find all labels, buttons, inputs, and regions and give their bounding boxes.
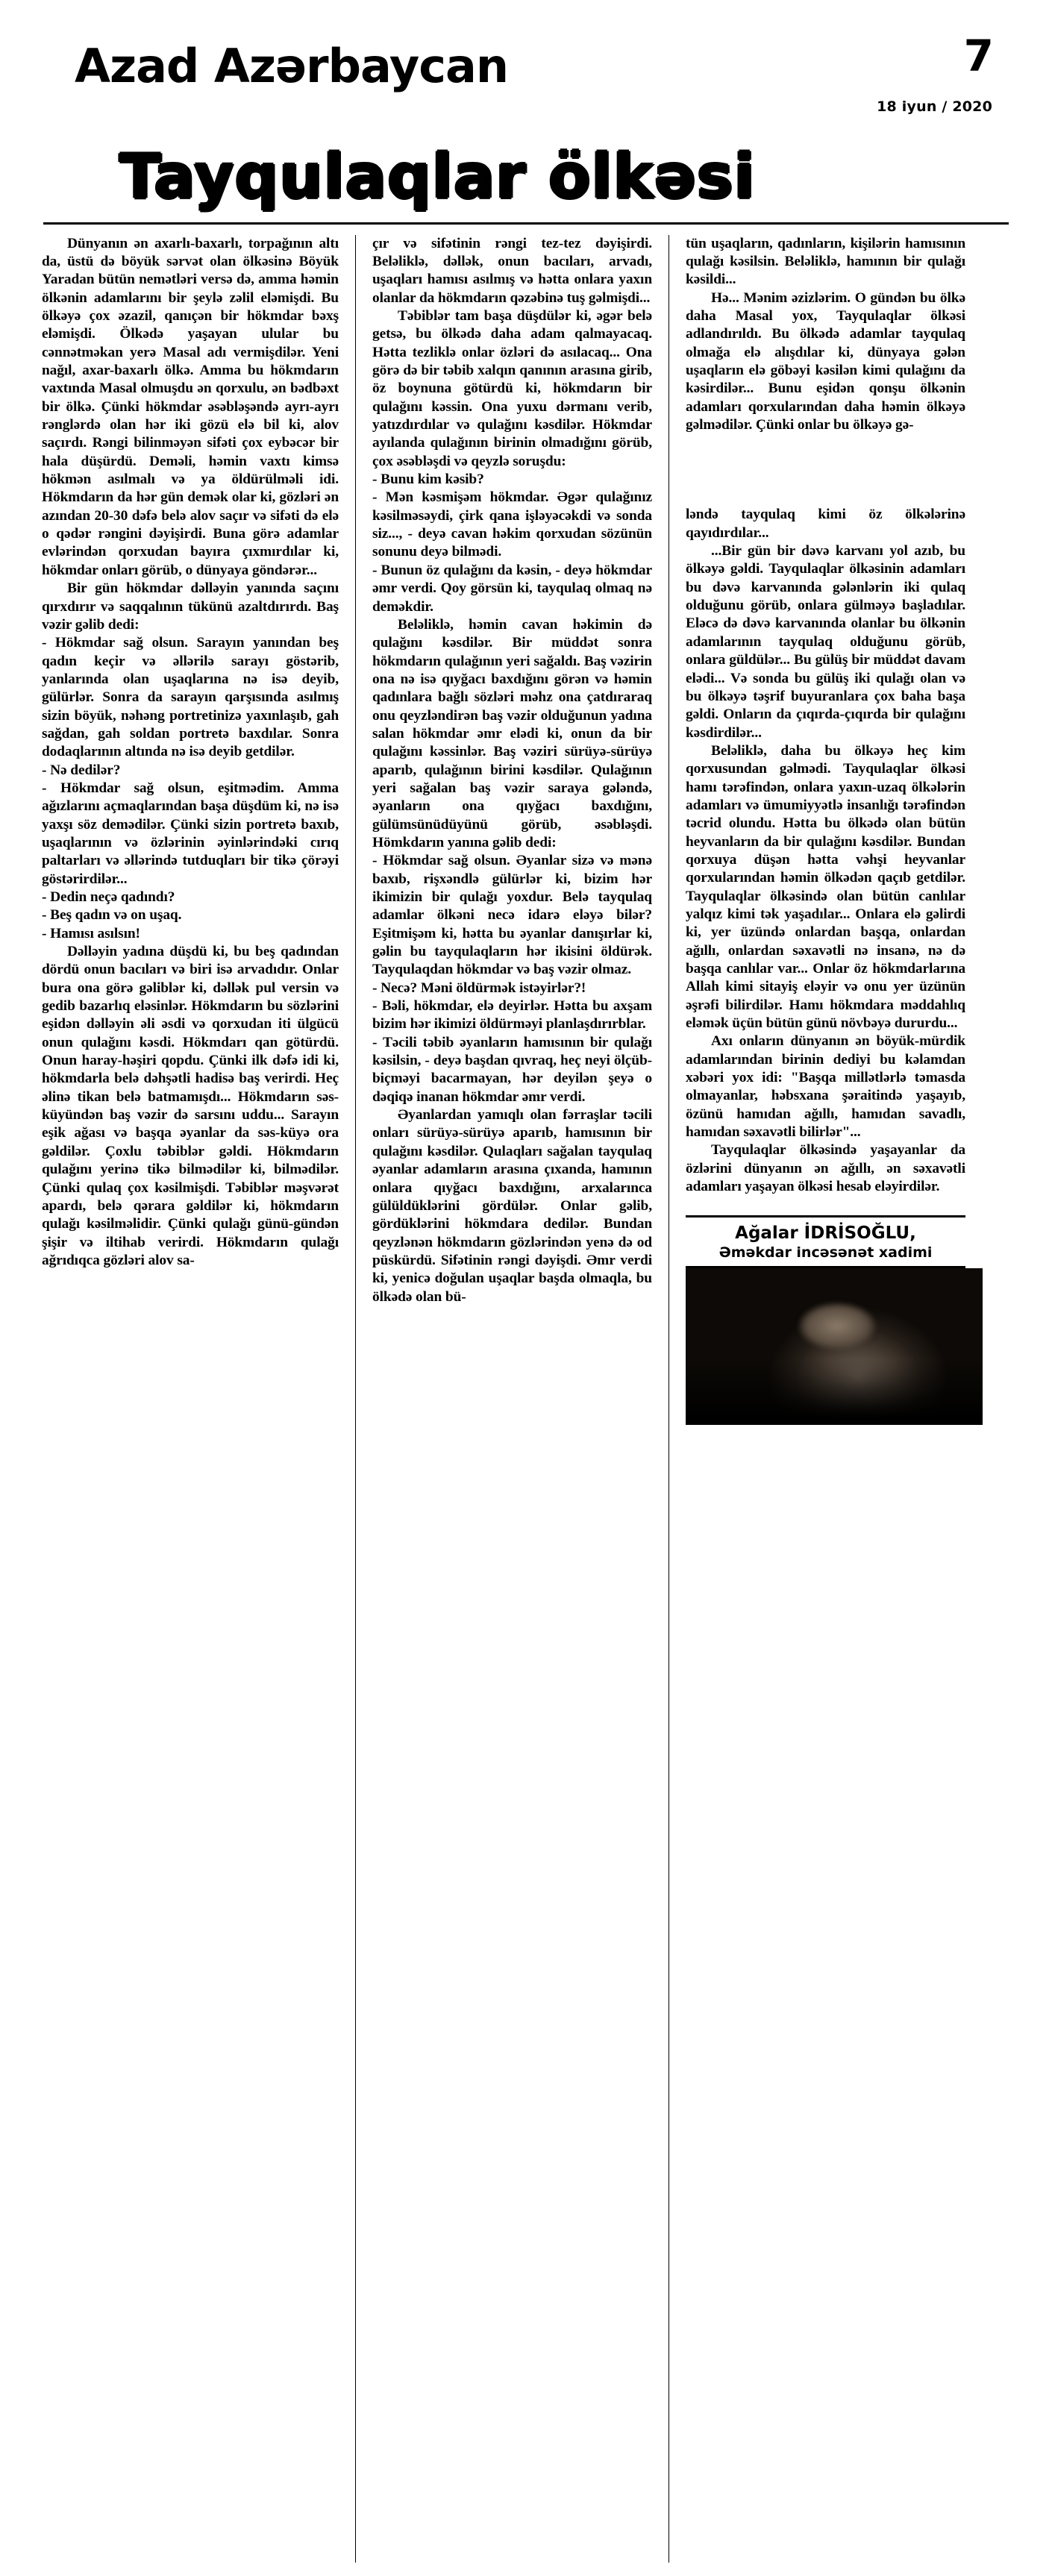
headline-wrap xyxy=(0,142,1052,213)
paragraph: - Beş qadın və on uşaq. xyxy=(42,907,182,924)
newspaper-title: Azad Azərbaycan xyxy=(75,39,509,93)
masthead xyxy=(0,0,1052,142)
paragraph: Təbiblər tam başa düşdülər ki, əgər belə getsə, bu ölkədə daha adam qalmayacaq. Hətta tezliklə onlar özləri də asılacaq... Ona görə də bir təbib xalqın qanının arasına girib, öz boynuna götürdü ki, hökmdarın bir qulağını kəssin. Ona yuxu dərmanı verib, yatızdırdılar və qulağını kəsdilər. Hökmdar ayılanda qulağının birinin olmadığını görüb, çox əsəbləşdi və qeyzlə soruşdu: xyxy=(372,308,652,469)
column-3 xyxy=(669,235,965,2563)
paragraph: - Mən kəsmişəm hökmdar. Əgər qulağınız kəsilməsəydi, çirk qana işləyəcəkdi və sonda siz..., - deyə cavan həkim qorxudan sözünün sonunu deyə bilmədi. xyxy=(372,489,652,560)
paragraph: çır və sifətinin rəngi tez-tez dəyişirdi. Beləliklə, dəllək, onun bacıları, arvadı, uşaqları hamısı asılmış və hətta onlara yaxın olanlar da hökmdarın qəzəbinə tuş gəlmişdi... xyxy=(372,235,652,306)
paragraph: Beləliklə, daha bu ölkəyə heç kim qorxusundan gəlmədi. Tayqulaqlar ölkəsi hamı tərəfindən, onlara yaxın-uzaq ölkələrin adamları və ümumiyyətlə insanlığı tərəfindən təcrid olundu. Hətta bu ölkədə olan bütün heyvanların da bir qulağını kəsdilər. Bundan qorxuya düşən hətta vəhşi heyvanlar qorxularından həmin ölkədən qaçıb getdilər. Tayqulaqlar ölkəsində olan bütün canlılar yalqız kimi tək yaşadılar... Onlara elə gəlirdi ki, yer üzündə onlardan başqa, onlardan ağıllı, onlardan səxavətli nə insanə, nə də başqa canlılar var... Onlar öz hökmdarlarına Allah kimi sitayiş eləyir və onu yer üzünün əşrəfi bilirdilər. Hamı hökmdara məddahlıq eləmək üçün bütün günü növbəyə dururdu... xyxy=(686,742,965,1032)
article-headline: Tayqulaqlar ölkəsi xyxy=(119,142,756,213)
paragraph: - Hökmdar sağ olsun. Sarayın yanından beş qadın keçir və əllərilə sarayı göstərib, yanlarında olan uşaqlarına nə isə deyib, gülürlər. Sonra da sarayın qarşısında asılmış sizin böyük, nəhəng portretinizə yaxınlaşıb, gah sağdan, gah soldan portretə baxdılar. Sonra dodaqlarının altında nə isə deyib getdilər. xyxy=(42,635,339,760)
author-name: Ağalar İDRİSOĞLU, xyxy=(735,1223,916,1244)
paragraph: - Hamısı asılsın! xyxy=(42,925,140,941)
paragraph: Dəlləyin yadına düşdü ki, bu beş qadından dördü onun bacıları və biri isə arvadıdır. Onlar bura ona görə gəliblər ki, dəllək pul versin və gedib bazarlıq eləsinlər. Hökmdarın bu sözlərini eşidən dəlləyin əli əsdi və qorxudan iti ülgücü onun qulağını kəsdi. Hökmdarı qan götürdü. Onun haray-həşiri qopdu. Çünki ilk dəfə idi ki, hökmdarla belə dəhşətli hadisə baş verirdi. Heç əlinə tikan belə batmamışdı... Hökmdarın səs-küyündən baş vəzir də sarsını uddu... Sarayın eşik ağası və başqa əyanlar da səs-küyə ora gəldilər. Çoxlu təbiblər gəldi. Hökmdarın qulağını yerinə tikə bilmədilər ki, bilmədilər. Çünki qulaq çox kəsilmişdi. Təbiblər məşvərət apardı, belə qərara gəldilər ki, hökmdarın qulağı kəsilməlidir. Çünki qulağı günü-gündən şişir və iltihab verirdi. Hökmdarın qulağı ağrıdıqca gözləri alov sa- xyxy=(42,944,339,1268)
paragraph: Hə... Mənim əzizlərim. O gündən bu ölkə daha Masal yox, Tayqulaqlar ölkəsi adlandırıldı. Bu ölkədə adamlar tayqulaq olmağa elə alışdılar ki, dünyaya gələn uşaqların elə göbəyi kəsilən kimi qulağını da kəsirdilər... Bunu eşidən qonşu ölkənin adamları qorxularından daha həmin ölkəyə gəlmədilər. Çünki onlar bu ölkəyə gə- xyxy=(686,289,965,433)
paragraph: - Hökmdar sağ olsun, eşitmədim. Amma ağızlarını açmaqlarından başa düşdüm ki, nə isə yaxşı söz demədilər. Çünki sizin portretə baxıb, uşaqlarının və özlərinin əyinlərindəki cırıq paltarları və əllərində tutduqları bir tikə çörəyi göstərirdilər... xyxy=(42,780,339,887)
paragraph: ...Bir gün bir dəvə karvanı yol azıb, bu ölkəyə gəldi. Tayqulaqlar ölkəsinin adamları bu dəvə karvanında gələnlərin iki qulaq olduğunu görüb, onlara gülməyə başladılar. Eləcə də dəvə karvanında olanlar bu ölkənin adamlarının tayqulaq olduğunu görüb, onlara güldülər... Bu gülüş bir müddət davam elədi... Və sonda bu gülüş iki qulağı olan və bu ölkəyə təşrif buyuranlara çox baha başa gəldi. Onların da çıqırda-çıqırda bir qulağını kəsdirdilər... xyxy=(686,543,965,741)
paragraph: - Dedin neçə qadındı? xyxy=(42,889,175,905)
column-2 xyxy=(355,235,652,2563)
column-1 xyxy=(42,235,339,2563)
column-gap xyxy=(686,434,965,506)
paragraph: Əyanlardan yamıqlı olan fərraşlar təcili onları sürüyə-sürüyə aparıb, hamısının bir qulağını kəsdilər. Qulaqları sağalan tayqulaq əyanlar adamların arasına çıxanda, hamının onlara qıyğacı baxdığını, arxalarınca gülüldüklərini gördülər. Onlar gəlib, gördüklərini hökmdara dedilər. Bundan qeyzlənən hökmdarın gözlərindən yenə də od püskürdü. Sifətinin rəngi dəyişdi. Əmr verdi ki, yenicə doğulan uşaqlar başda olmaqla, bu ölkədə olan bü- xyxy=(372,1107,652,1305)
paragraph: Bir gün hökmdar dəlləyin yanında saçını qırxdırır və saqqalının tükünü azaltdırırdı. Baş vəzir gəlib dedi: xyxy=(42,580,339,633)
paragraph: tün uşaqların, qadınların, kişilərin hamısının qulağı kəsilsin. Beləliklə, hamının bir qulağı kəsildi... xyxy=(686,235,965,288)
paragraph: Dünyanın ən axarlı-baxarlı, torpağının altı da, üstü də böyük sərvət olan ölkəsinə Böyük Yaradan bütün nemətləri versə də, amma həmin ölkənin adamlarını bir şeylə zəlil eləmişdi. Bu ölkəyə çox əzazil, qanıçən bir hökmdar bəxş eləmişdi. Ölkədə yaşayan ulular bu cənnətməkan yerə Masal adı vermişdilər. Yeni nağıl, axar-baxarlı ölkə. Amma bu hökmdarın vaxtında Masal olmuşdu ən qorxulu, ən bədbəxt bir ölkə. Çünki hökmdar əsəbləşəndə ayrı-ayrı rənglərdə olan hər iki gözü elə bil ki, alov saçırdı. Rəngi bilinməyən sifəti çox eybəcər bir hala düşürdü. Deməli, həmin vaxtı kimsə hökmən asılmalı və ya öldürülməli idi. Hökmdarın da hər gün demək olar ki, gözləri ən azından 20-30 dəfə belə alov saçır və sifəti də elə o qədər rənginі dəyişirdi. Buna görə adamlar evlərindən qorxudan bayıra çıxmırdılar ki, hökmdar onları görüb, o dünyaya göndərər... xyxy=(42,235,339,578)
author-divider-top xyxy=(686,1215,965,1218)
paragraph: - Bunu kim kəsib? xyxy=(372,471,484,488)
paragraph: - Bəli, hökmdar, elə deyirlər. Hətta bu axşam bizim hər ikimizi öldürməyi planlaşdırırblar. xyxy=(372,998,652,1032)
paragraph: Axı onların dünyanın ən böyük-mürdik adamlarından birinin dediyi bu kəlamdan xəbəri yox idi: "Başqa millətlərlə təmasda olmayanlar, həbsxana şəraitində yaşayıb, özünü hamıdan ağıllı, hamıdan savadlı, hamıdan səxavətli bilirlər"... xyxy=(686,1033,965,1141)
headline-divider xyxy=(43,222,1009,225)
paragraph: - Hökmdar sağ olsun. Əyanlar sizə və mənə baxıb, rişxəndlə gülürlər ki, bizim hər ikimizin bir qulağı yoxdur. Belə tayqulaq adamlar ölkəni necə idarə eləyə bilər? Eşitmişəm ki, hətta bu əyanlar danışırlar ki, gəlin bu tayqulaqların hər ikisini öldürək. Tayqulaqdan hökmdar və baş vəzir olmaz. xyxy=(372,853,652,978)
page-number: 7 xyxy=(963,31,994,81)
paragraph: - Təcili təbib əyanların hamısının bir qulağı kəsilsin, - deyə başdan qıvraq, heç neyi ölçüb-biçməyi bacarmayan, hər deyilən şeyə o dəqiqə inanan hökmdar əmr verdi. xyxy=(372,1034,652,1105)
author-portrait xyxy=(686,1268,983,1425)
paragraph: Tayqulaqlar ölkəsində yaşayanlar da özlərini dünyanın ən ağıllı, ən səxavətli adamları yaşayan ölkəsi hesab eləyirdilər. xyxy=(686,1142,965,1195)
paragraph: - Necə? Məni öldürmək istəyirlər?! xyxy=(372,980,586,996)
author-block xyxy=(686,1215,965,1424)
article-body xyxy=(42,235,1010,2563)
paragraph: - Bunun öz qulağını da kəsin, - deyə hökmdar əmr verdi. Qoy görsün ki, tayqulaq olmaq nə deməkdir. xyxy=(372,562,652,615)
issue-date: 18 iyun / 2020 xyxy=(877,98,992,115)
paragraph: Beləliklə, həmin cavan həkimin də qulağını kəsdilər. Bir müddət sonra hökmdarın qulağının yeri sağaldı. Baş vəzirin ona nə isə qıyğacı baxdığını görən və həmin qadınlara bağlı sözləri məhz ona çatdıraraq onu qeyzləndirən baş vəzir olduğunun yadına salan hökmdar əmr elədi ki, onun da bir qulağını kəssinlər. Baş vəziri sürüyə-sürüyə aparıb, qulağının birini kəsdilər. Qulağının yeri sağalan baş vəzir saraya gələndə, əyanların ona qıyğacı baxdığını, gülümsünüdüyünü görüb, əsəbləşdi. Hömkdarın yanına gəlib dedi: xyxy=(372,616,652,850)
author-role: Əməkdar incəsənət xadimi xyxy=(718,1244,933,1261)
paragraph: ləndə tayqulaq kimi öz ölkələrinə qayıdırdılar... xyxy=(686,507,965,541)
paragraph: - Nə dedilər? xyxy=(42,762,121,778)
